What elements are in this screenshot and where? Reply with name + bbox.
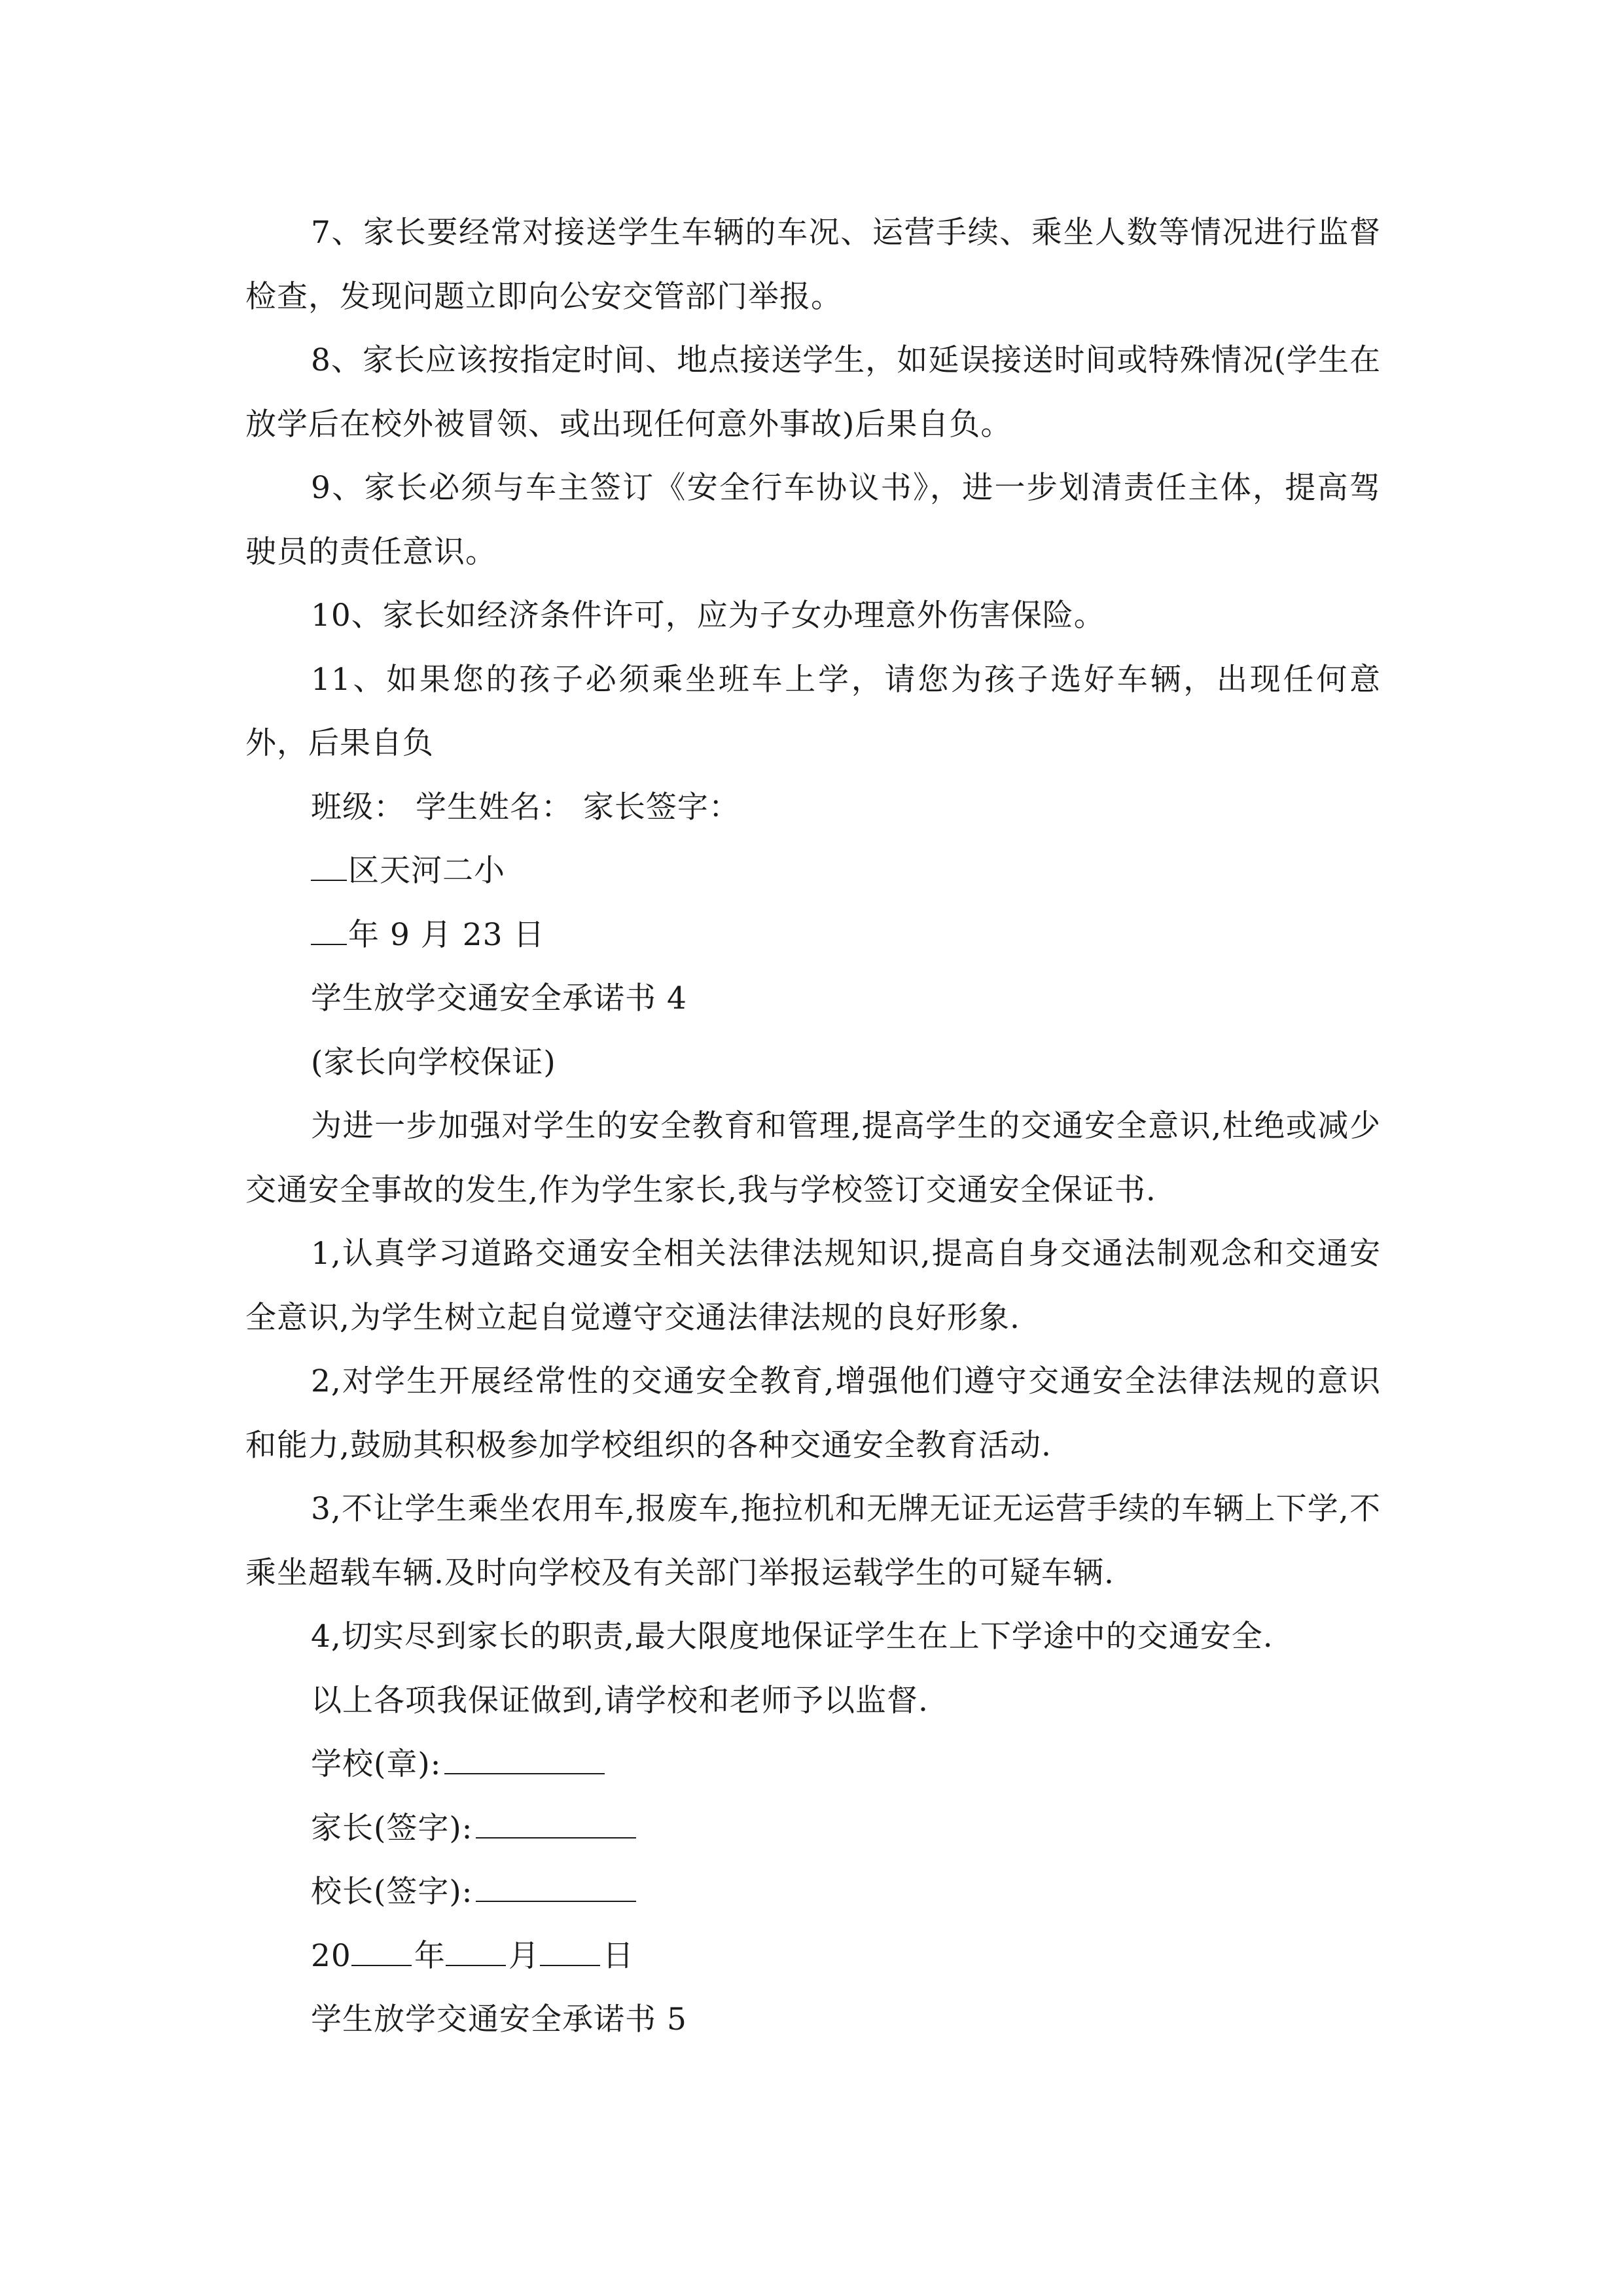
section4-date-line xyxy=(245,1924,1381,1988)
document-body xyxy=(245,201,1381,2052)
clause-8: 8、家长应该按指定时间、地点接送学生，如延误接送时间或特殊情况(学生在放学后在校外被冒领、或出现任何意外事故)后果自负。 xyxy=(245,342,1381,442)
signature-fields-line: 班级： 学生姓名： 家长签字： xyxy=(311,789,740,825)
school-district-blank xyxy=(311,853,347,881)
pledge-item-2: 2,对学生开展经常性的交通安全教育,增强他们遵守交通安全法律法规的意识和能力,鼓励其积极参加学校组织的各种交通安全教育活动. xyxy=(245,1363,1381,1463)
principal-sign-line xyxy=(245,1860,1381,1924)
year-blank xyxy=(311,918,347,945)
section4-subtitle: (家长向学校保证) xyxy=(311,1044,556,1081)
section4-intro: 为进一步加强对学生的安全教育和管理,提高学生的交通安全意识,杜绝或减少交通安全事故的发生,作为学生家长,我与学校签订交通安全保证书. xyxy=(245,1108,1381,1208)
school-seal-line xyxy=(245,1732,1381,1797)
date-day-label: 日 xyxy=(602,1937,634,1974)
clause-9: 9、家长必须与车主签订《安全行车协议书》，进一步划清责任主体，提高驾驶员的责任意识。 xyxy=(245,470,1381,570)
section5-title: 学生放学交通安全承诺书 5 xyxy=(311,2001,687,2037)
section4-title: 学生放学交通安全承诺书 4 xyxy=(311,980,687,1016)
principal-sign-blank xyxy=(476,1874,636,1902)
school-name: 区天河二小 xyxy=(348,853,505,889)
date-month-blank xyxy=(446,1939,506,1966)
pledge-item-4: 4,切实尽到家长的职责,最大限度地保证学生在上下学途中的交通安全. xyxy=(311,1619,1274,1655)
date-day-blank xyxy=(540,1939,600,1966)
school-name-line xyxy=(245,839,1381,903)
school-seal-label: 学校(章): xyxy=(311,1746,442,1782)
principal-sign-label: 校长(签字): xyxy=(311,1874,473,1910)
parent-sign-label: 家长(签字): xyxy=(311,1810,473,1846)
section3-date: 年 9 月 23 日 xyxy=(348,916,545,953)
date-year-blank xyxy=(351,1939,412,1966)
clause-10: 10、家长如经济条件许可，应为子女办理意外伤害保险。 xyxy=(311,598,1105,634)
section3-date-line xyxy=(245,903,1381,967)
clause-11: 11、如果您的孩子必须乘坐班车上学，请您为孩子选好车辆，出现任何意外，后果自负 xyxy=(245,661,1381,761)
date-month-label: 月 xyxy=(508,1937,540,1974)
pledge-item-3: 3,不让学生乘坐农用车,报废车,拖拉机和无牌无证无运营手续的车辆上下学,不乘坐超载车辆.及时向学校及有关部门举报运载学生的可疑车辆. xyxy=(245,1491,1381,1591)
parent-sign-line xyxy=(245,1797,1381,1861)
date-year-label: 年 xyxy=(414,1937,446,1974)
clause-7: 7、家长要经常对接送学生车辆的车况、运营手续、乘坐人数等情况进行监督检查，发现问题立即向公安交管部门举报。 xyxy=(245,215,1381,315)
school-seal-blank xyxy=(444,1747,605,1774)
section4-closing: 以上各项我保证做到,请学校和老师予以监督. xyxy=(311,1682,929,1719)
pledge-item-1: 1,认真学习道路交通安全相关法律法规知识,提高自身交通法制观念和交通安全意识,为学生树立起自觉遵守交通法律法规的良好形象. xyxy=(245,1236,1381,1336)
parent-sign-blank xyxy=(476,1811,636,1839)
date-prefix: 20 xyxy=(311,1937,351,1974)
